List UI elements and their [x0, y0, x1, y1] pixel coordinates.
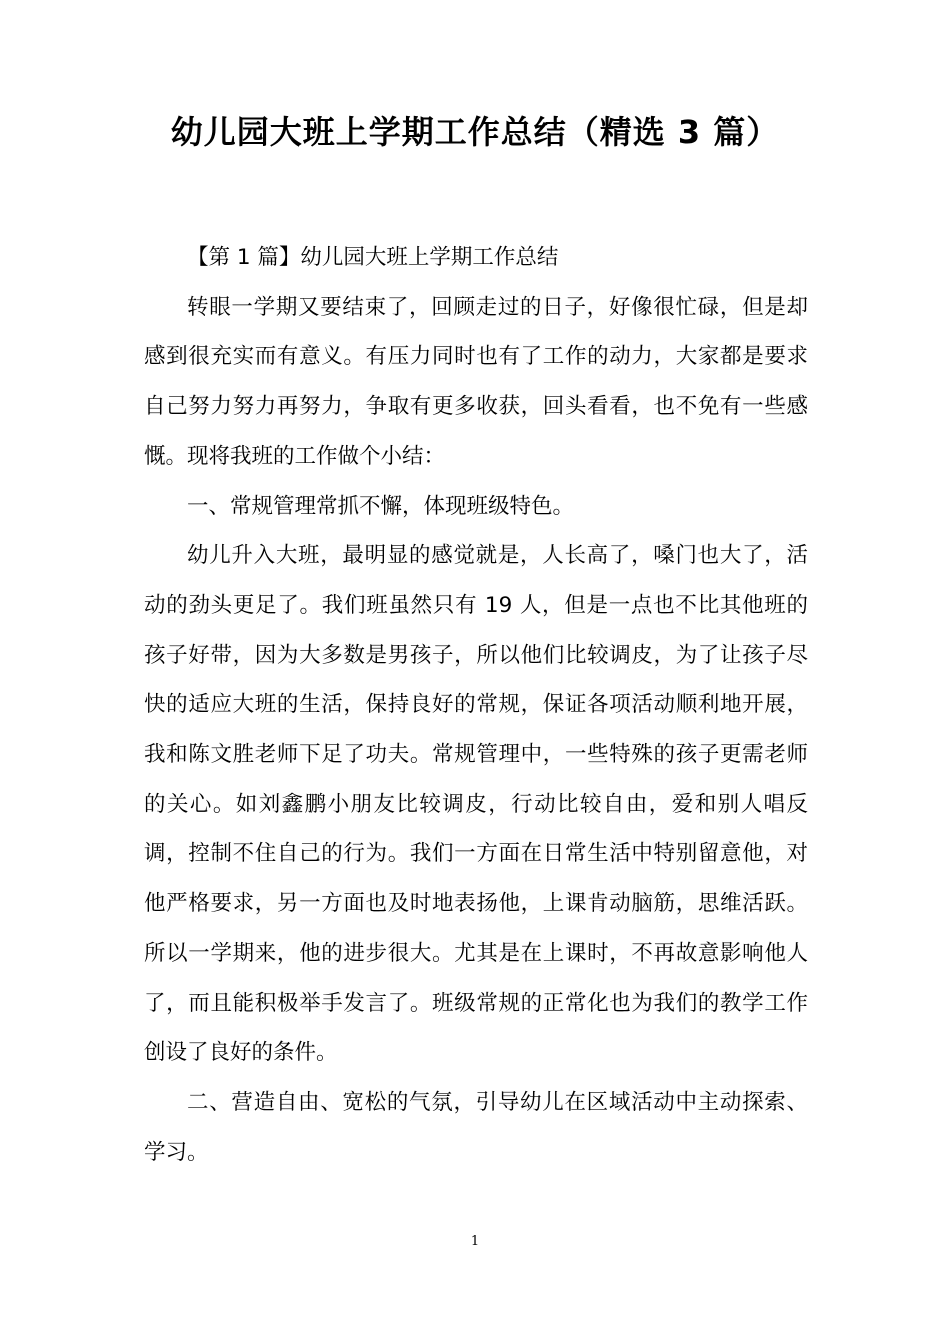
document-title: 幼儿园大班上学期工作总结（精选 3 篇）: [170, 113, 780, 151]
subsection-heading: 一、常规管理常抓不懈，体现班级特色。: [187, 493, 575, 519]
body-paragraph: 转眼一学期又要结束了，回顾走过的日子，好像很忙碌，但是却感到很充实而有意义。有压力同时也有了工作的动力，大家都是要求自己努力努力再努力，争取有更多收获，回头看看，也不免有一些感慨。现将我班的工作做个小结：: [144, 294, 808, 469]
page-number: 1: [470, 1234, 480, 1249]
document-body: [144, 233, 808, 1177]
body-paragraph: 幼儿升入大班，最明显的感觉就是，人长高了，嗓门也大了，活动的劲头更足了。我们班虽然只有 19 人，但是一点也不比其他班的孩子好带，因为大多数是男孩子，所以他们比较调皮，为了让孩子尽快的适应大班的生活，保持良好的常规，保证各项活动顺利地开展，我和陈文胜老师下足了功夫。常规管理中，一些特殊的孩子更需老师的关心。如刘鑫鹏小朋友比较调皮，行动比较自由，爱和别人唱反调，控制不住自己的行为。我们一方面在日常生活中特别留意他，对他严格要求，另一方面也及时地表扬他，上课肯动脑筋，思维活跃。所以一学期来，他的进步很大。尤其是在上课时，不再故意影响他人了，而且能积极举手发言了。班级常规的正常化也为我们的教学工作创设了良好的条件。: [144, 543, 808, 1066]
section-heading: 【第 1 篇】幼儿园大班上学期工作总结: [187, 245, 559, 270]
subsection-heading: 二、营造自由、宽松的气氛，引导幼儿在区域活动中主动探索、学习。: [144, 1089, 808, 1165]
